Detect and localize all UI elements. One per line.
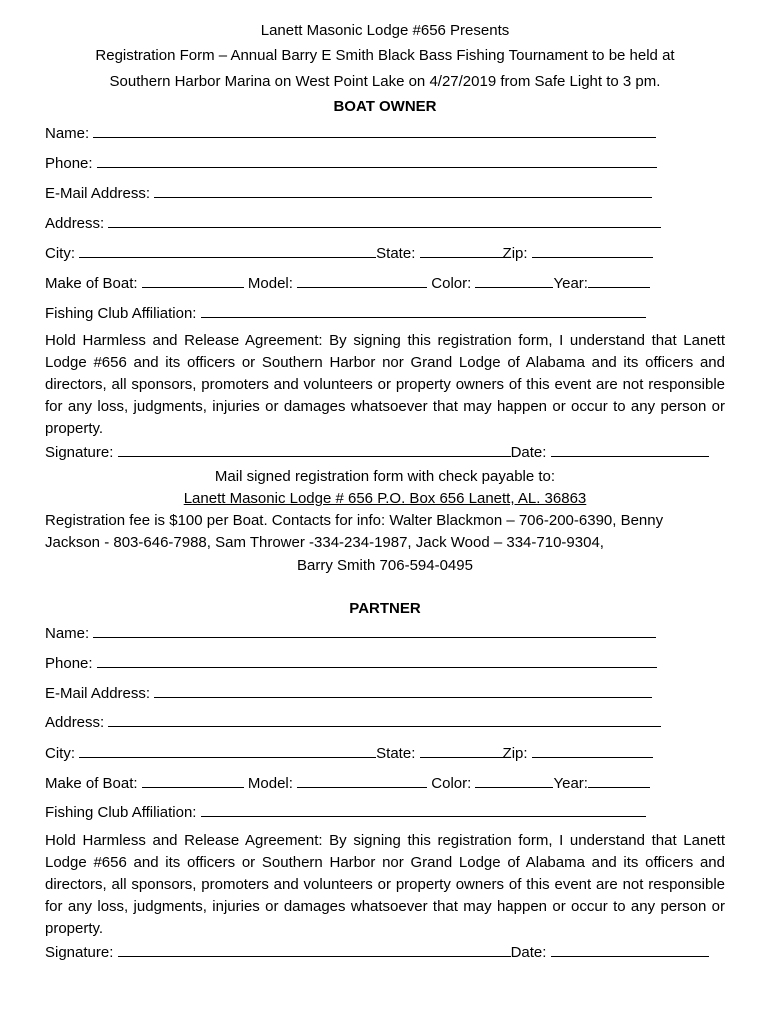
owner-phone-label: Phone: [45, 155, 93, 172]
owner-boat-row [45, 273, 650, 293]
header-line-3: Southern Harbor Marina on West Point Lake on 4/27/2019 from Safe Light to 3 pm. [109, 73, 661, 90]
owner-color-label: Color: [431, 275, 472, 292]
owner-city-field[interactable] [79, 243, 376, 258]
partner-color-field[interactable] [475, 773, 553, 788]
partner-boat-row [45, 773, 650, 793]
registration-fee-line-3: Barry Smith 706-594-0495 [297, 557, 473, 574]
owner-name-field[interactable] [93, 123, 656, 138]
owner-address-field[interactable] [108, 213, 661, 228]
partner-city-field[interactable] [79, 743, 376, 758]
owner-name-label: Name: [45, 125, 90, 142]
partner-phone-field[interactable] [97, 653, 657, 668]
partner-club-row [45, 802, 646, 822]
partner-year-label: Year: [553, 775, 588, 792]
partner-city-label: City: [45, 745, 75, 762]
partner-signature-field[interactable] [118, 942, 511, 957]
partner-name-label: Name: [45, 625, 90, 642]
partner-date-field[interactable] [551, 942, 709, 957]
partner-model-field[interactable] [297, 773, 427, 788]
owner-model-field[interactable] [297, 273, 427, 288]
owner-address-label: Address: [45, 215, 105, 232]
owner-state-field[interactable] [420, 243, 503, 258]
partner-date-label: Date: [510, 944, 547, 961]
owner-phone-field[interactable] [97, 153, 657, 168]
boat-owner-title: BOAT OWNER [333, 98, 437, 115]
partner-signature-row [45, 942, 709, 962]
owner-signature-field[interactable] [118, 442, 511, 457]
owner-email-field[interactable] [154, 183, 652, 198]
partner-address-field[interactable] [108, 712, 661, 727]
owner-year-field[interactable] [588, 273, 650, 288]
owner-email-label: E-Mail Address: [45, 185, 151, 202]
owner-city-label: City: [45, 245, 75, 262]
owner-date-field[interactable] [551, 442, 709, 457]
header-line-2: Registration Form – Annual Barry E Smith Black Bass Fishing Tournament to be held at [95, 47, 675, 64]
partner-title: PARTNER [349, 600, 421, 617]
owner-zip-field[interactable] [532, 243, 653, 258]
partner-signature-label: Signature: [45, 944, 114, 961]
owner-make-label: Make of Boat: [45, 275, 138, 292]
partner-phone-label: Phone: [45, 655, 93, 672]
owner-club-row [45, 303, 646, 323]
owner-date-label: Date: [510, 444, 547, 461]
partner-name-field[interactable] [93, 623, 656, 638]
owner-signature-label: Signature: [45, 444, 114, 461]
partner-state-label: State: [376, 745, 416, 762]
owner-email-row [45, 183, 652, 203]
owner-phone-row [45, 153, 657, 173]
partner-address-label: Address: [45, 714, 105, 731]
partner-make-field[interactable] [142, 773, 244, 788]
partner-state-field[interactable] [420, 743, 503, 758]
owner-agreement-text: Hold Harmless and Release Agreement: By signing this registration form, I understand that Lanett Lodge #656 and its officers or Southern Harbor nor Grand Lodge of Alabama and its officers and directors, all sponsors, promoters and volunteers or property owners of this event are not responsible for any loss, judgments, injuries or damages whatsoever that may happen or occur to any person or property. [45, 332, 725, 437]
registration-fee-line-1: Registration fee is $100 per Boat. Contacts for info: Walter Blackmon – 706-200-6390, Benny [45, 512, 664, 529]
mail-instructions: Mail signed registration form with check payable to: [214, 468, 556, 485]
partner-year-field[interactable] [588, 773, 650, 788]
mail-address: Lanett Masonic Lodge # 656 P.O. Box 656 Lanett, AL. 36863 [183, 490, 587, 507]
header-line-1: Lanett Masonic Lodge #656 Presents [260, 22, 510, 39]
partner-agreement-text: Hold Harmless and Release Agreement: By signing this registration form, I understand that Lanett Lodge #656 and its officers or Southern Harbor nor Grand Lodge of Alabama and its officers and directors, all sponsors, promoters and volunteers or property owners of this event are not responsible for any loss, judgments, injuries or damages whatsoever that may happen or occur to any person or property. [45, 832, 725, 937]
owner-year-label: Year: [553, 275, 588, 292]
partner-club-label: Fishing Club Affiliation: [45, 804, 197, 821]
owner-zip-label: Zip: [502, 245, 528, 262]
owner-make-field[interactable] [142, 273, 244, 288]
partner-email-field[interactable] [154, 683, 652, 698]
partner-email-row [45, 683, 652, 703]
owner-address-row [45, 213, 661, 233]
partner-model-label: Model: [247, 775, 293, 792]
partner-city-row [45, 743, 653, 763]
partner-email-label: E-Mail Address: [45, 685, 151, 702]
partner-address-row [45, 712, 661, 732]
owner-name-row [45, 123, 656, 143]
owner-club-field[interactable] [201, 303, 646, 318]
partner-make-label: Make of Boat: [45, 775, 138, 792]
partner-phone-row [45, 653, 657, 673]
partner-color-label: Color: [431, 775, 472, 792]
partner-name-row [45, 623, 656, 643]
partner-zip-label: Zip: [502, 745, 528, 762]
owner-model-label: Model: [247, 275, 293, 292]
owner-club-label: Fishing Club Affiliation: [45, 305, 197, 322]
owner-color-field[interactable] [475, 273, 553, 288]
partner-club-field[interactable] [201, 802, 646, 817]
partner-zip-field[interactable] [532, 743, 653, 758]
registration-fee-line-2: Jackson - 803-646-7988, Sam Thrower -334-234-1987, Jack Wood – 334-710-9304, [45, 534, 604, 551]
owner-city-row [45, 243, 653, 263]
owner-signature-row [45, 442, 709, 462]
owner-state-label: State: [376, 245, 416, 262]
